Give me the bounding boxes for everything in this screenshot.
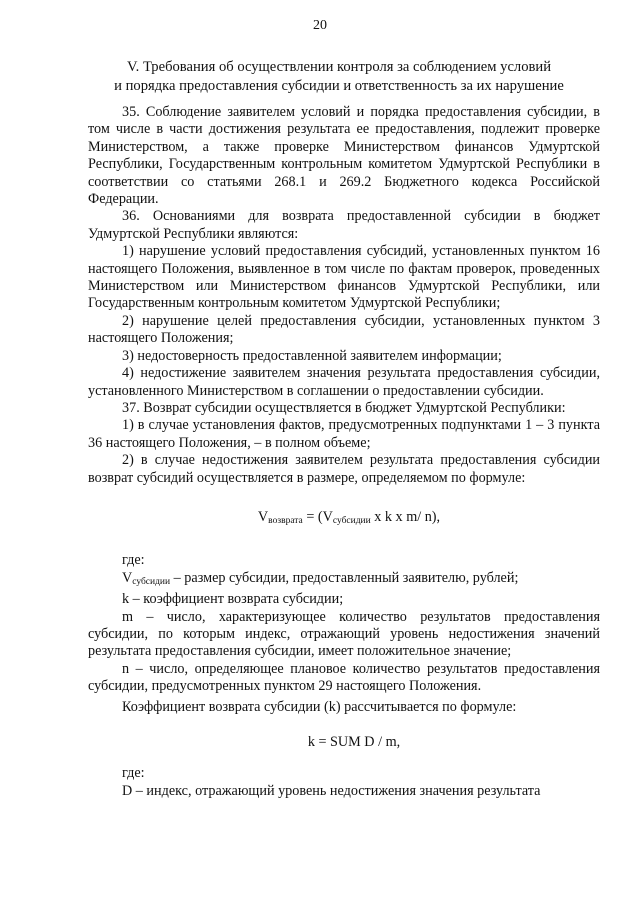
coefficient-formula: k = SUM D / m, — [307, 734, 401, 750]
section-heading-line-2: и порядка предоставления субсидии и ответственность за их нарушение — [114, 78, 564, 94]
definition-n: n – число, определяющее плановое количество результатов предоставления субсидии, предусмотренных пунктом 29 настоящего Положения. — [88, 660, 600, 695]
formula-tail: x k x m/ n), — [370, 508, 441, 525]
definition-v-symbol: V — [122, 569, 133, 586]
formula-v-symbol: V — [257, 508, 269, 525]
page-number: 20 — [313, 18, 327, 33]
paragraph-36: 36. Основаниями для возврата предоставленной субсидии в бюджет Удмуртской Республики являются: — [88, 208, 600, 242]
section-heading-line-1: V. Требования об осуществлении контроля за соблюдением условий — [126, 59, 552, 75]
paragraph-36-item-3: 3) недостоверность предоставленной заявителем информации; — [122, 347, 502, 364]
definition-m: m – число, характеризующее количество результатов предоставления субсидии, по которым индекс, отражающий уровень недостижения значений результата предоставления субсидии, имеет положительное значение; — [88, 608, 600, 660]
definition-k: k – коэффициент возврата субсидии; — [122, 591, 344, 608]
paragraph-35: 35. Соблюдение заявителем условий и порядка предоставления субсидии, в том числе в части достижения результата ее предоставления, подлежит проверке Министерством, а также проверке Министерством финансов Удмуртской Республики, Государственным контрольным комитетом Удмуртской Республики в соответствии со статьями 268.1 и 269.2 Бюджетного кодекса Российской Федерации. — [88, 104, 600, 208]
definition-v-subscript: субсидии — [132, 576, 171, 587]
paragraph-37-item-1: 1) в случае установления фактов, предусмотренных подпунктами 1 – 3 пункта 36 настоящего Положения, – в полном объеме; — [88, 417, 600, 451]
definition-v-text: – размер субсидии, предоставленный заявителю, рублей; — [170, 569, 519, 586]
formula-v-subscript-refund: возврата — [268, 515, 303, 526]
definition-v — [88, 570, 600, 591]
paragraph-36-item-1: 1) нарушение условий предоставления субсидий, установленных пунктом 16 настоящего Положения, выявленное в том числе по фактам проверок, проведенных Министерством или Министерством финансов Удмуртской Республики, или Государственным контрольным комитетом Удмуртской Республики; — [88, 243, 600, 312]
paragraph-37: 37. Возврат субсидии осуществляется в бюджет Удмуртской Республики: — [122, 399, 566, 416]
section-heading — [96, 58, 582, 96]
where-label-1: где: — [122, 552, 145, 569]
paragraph-36-item-4: 4) недостижение заявителем значения результата предоставления субсидии, установленного Министерством в соглашении о предоставлении субсидии. — [88, 365, 600, 399]
where-label-2: где: — [122, 765, 145, 782]
formula-v-subscript-subsidy: субсидии — [332, 515, 371, 526]
paragraph-36-item-2: 2) нарушение целей предоставления субсидии, установленных пунктом 3 настоящего Положения; — [88, 312, 600, 347]
paragraph-37-item-2: 2) в случае недостижения заявителем результата предоставления субсидии возврат субсидий осуществляется в размере, определяемом по формуле: — [88, 452, 600, 486]
document-body — [88, 104, 600, 800]
refund-formula — [88, 509, 600, 530]
coefficient-intro: Коэффициент возврата субсидии (k) рассчитывается по формуле: — [122, 698, 517, 715]
definition-d: D – индекс, отражающий уровень недостижения значения результата — [122, 782, 541, 799]
formula-middle: = (V — [302, 508, 333, 525]
